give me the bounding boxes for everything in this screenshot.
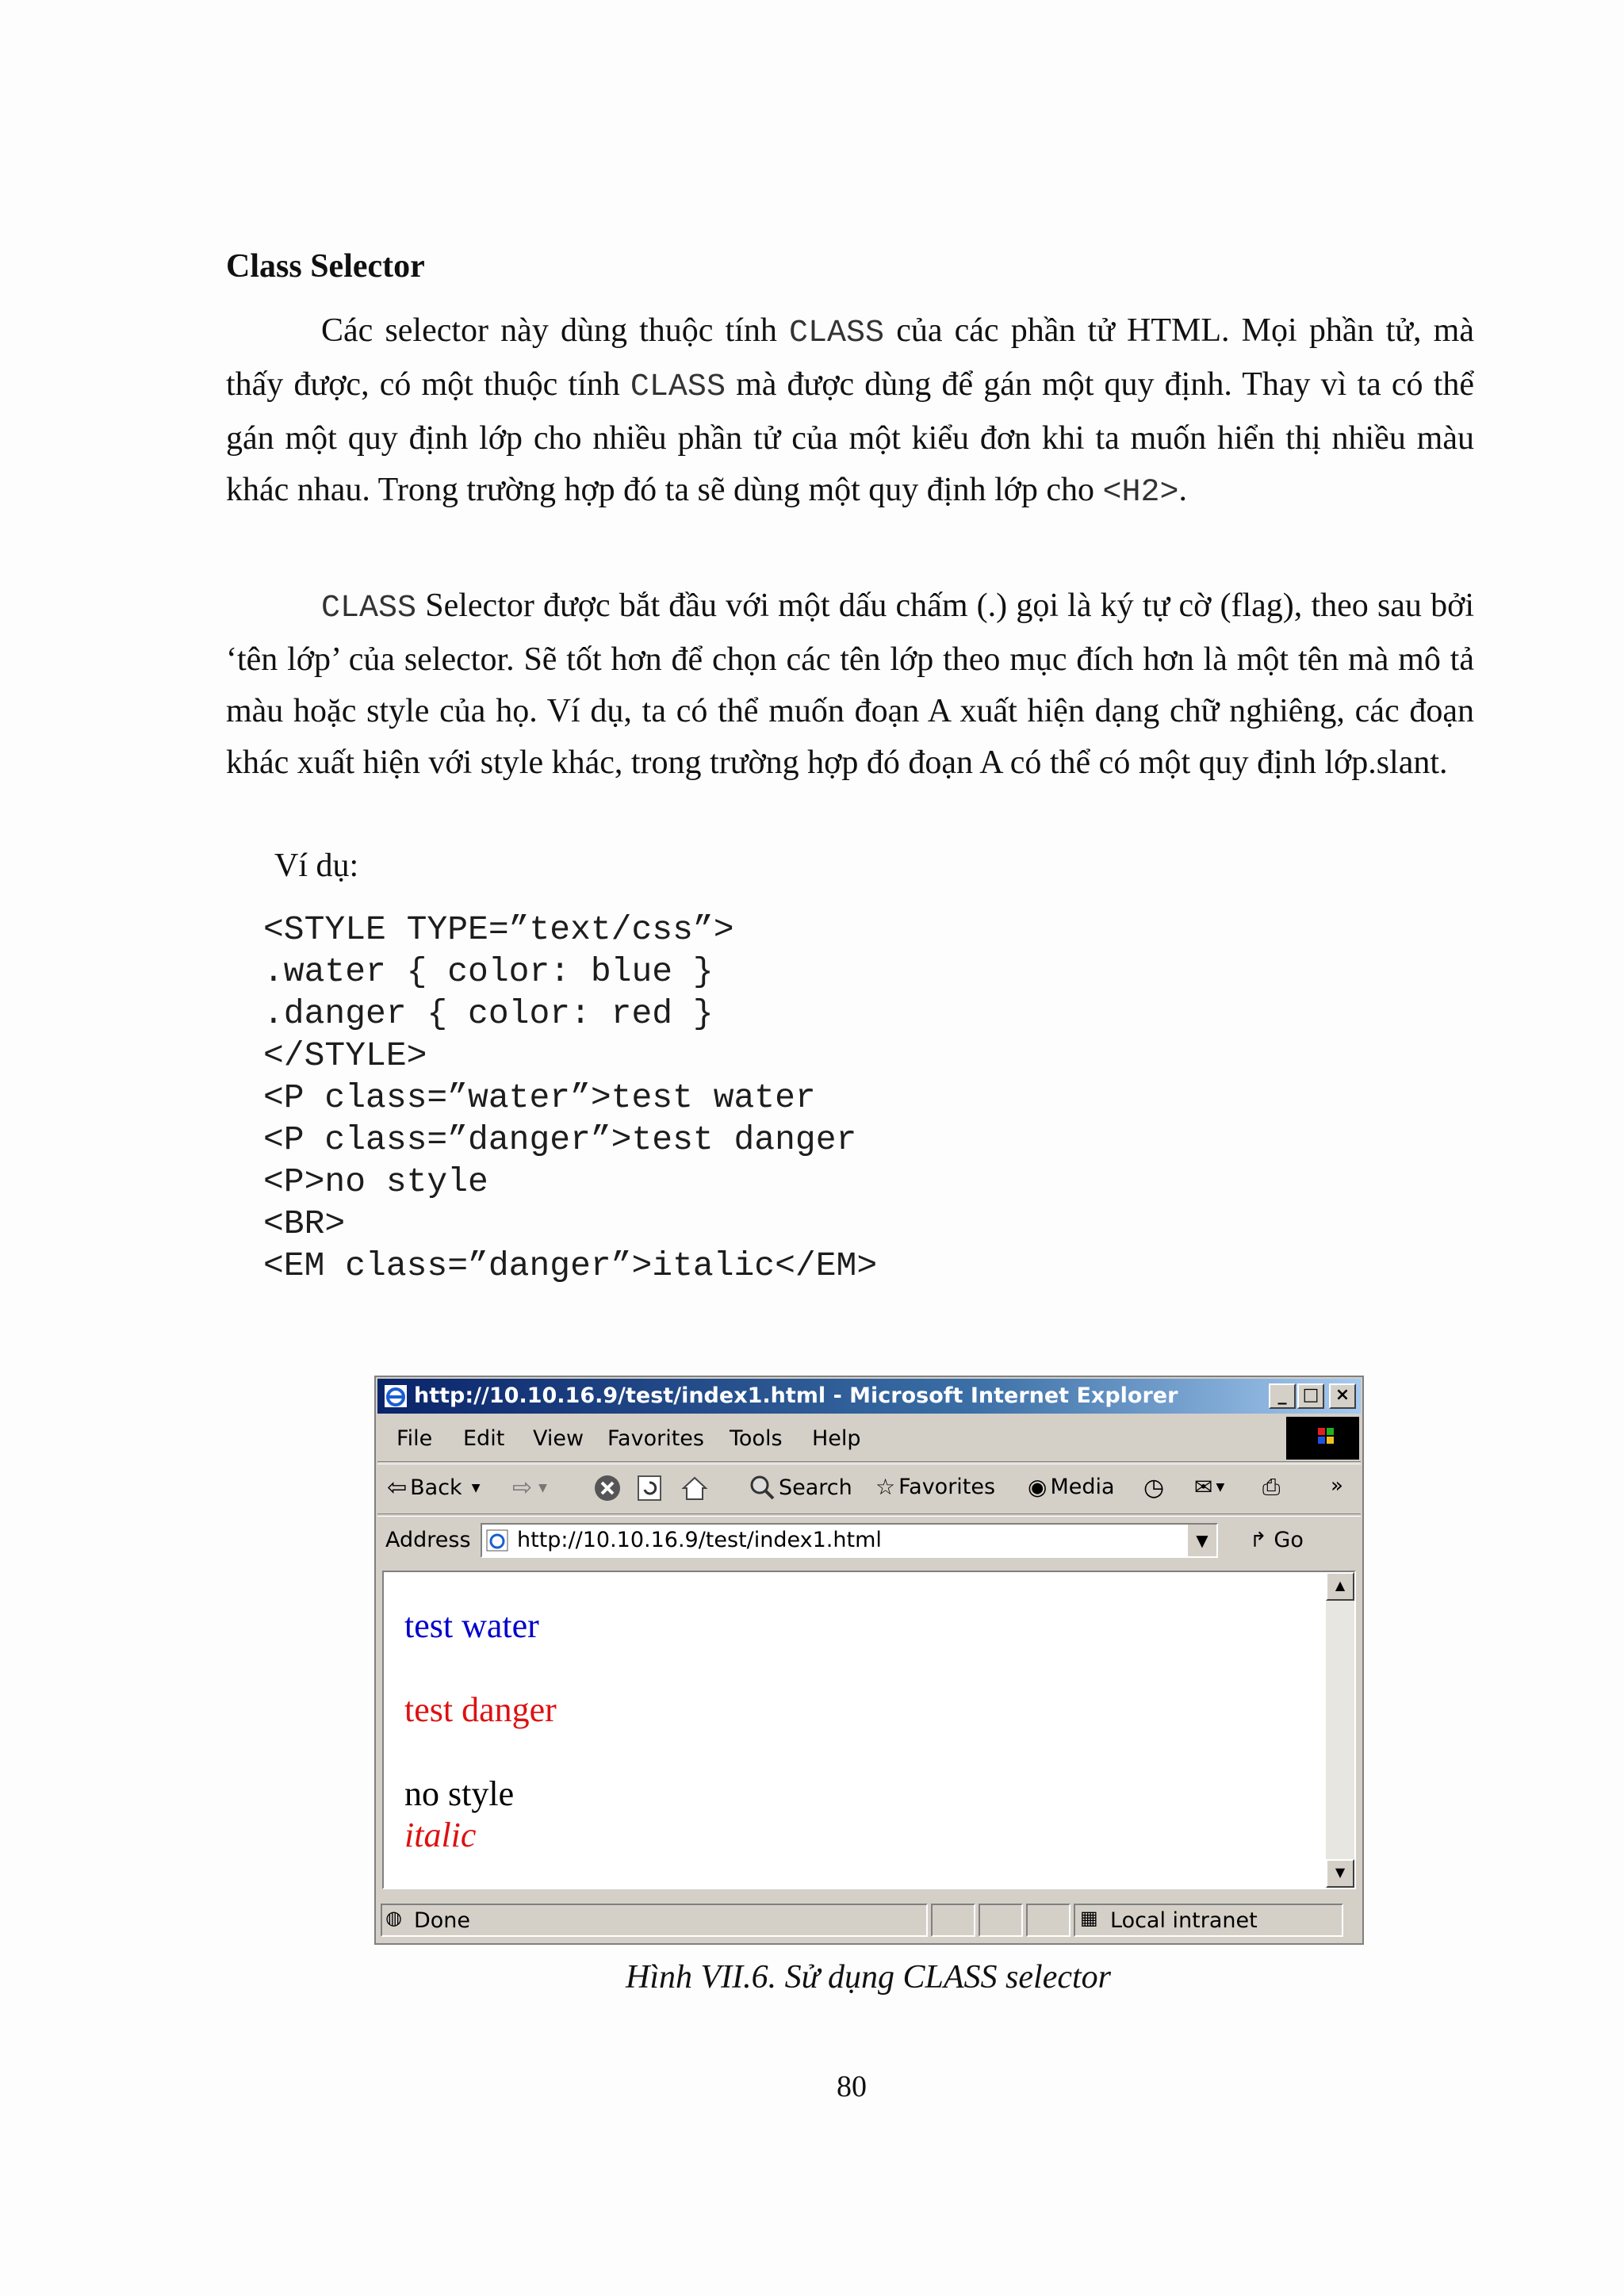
forward-button[interactable] — [512, 1474, 547, 1502]
code-line: <P class=”water”>test water — [263, 1078, 816, 1117]
toolbar — [377, 1464, 1361, 1513]
home-icon — [680, 1474, 709, 1502]
address-dropdown-button[interactable] — [1186, 1525, 1216, 1556]
address-input[interactable] — [481, 1523, 1218, 1558]
paragraph-1: Các selector này dùng thuộc tính CLASS của các phần tử HTML. Mọi phần tử, mà thấy được, có một thuộc tính CLASS mà được dùng để gán một quy định. Thay vì ta có thể gán một quy định lớp cho nhiều phần tử của một kiểu đơn khi ta muốn hiển thị nhiều màu khác nhau. Trong trường hợp đó ta sẽ dùng một quy định lớp cho <H2>. — [226, 312, 1474, 511]
status-cell — [979, 1904, 1023, 1937]
menu-help[interactable]: Help — [812, 1426, 861, 1451]
mail-icon: ✉ — [1194, 1474, 1213, 1500]
address-bar — [377, 1517, 1361, 1564]
menu-view[interactable]: View — [533, 1426, 584, 1451]
figure-caption: Hình VII.6. Sử dụng CLASS selector — [625, 1959, 1111, 1996]
address-label: Address — [385, 1528, 471, 1552]
chevron-down-icon: ▼ — [471, 1481, 481, 1494]
status-text-cell — [381, 1904, 928, 1937]
page-number: 80 — [837, 2070, 867, 2103]
page-icon: ◍ — [385, 1907, 402, 1929]
status-cell — [1026, 1904, 1071, 1937]
text-italic: italic — [404, 1816, 477, 1854]
chevron-down-icon: ▼ — [1216, 1480, 1225, 1494]
paragraph-2: CLASS Selector được bắt đầu với một dấu chấm (.) gọi là ký tự cờ (flag), theo sau bởi ‘tên lớp’ của selector. Sẽ tốt hơn để chọn các tên lớp theo mục đích hơn là một tên mà mô tả màu hoặc style của họ. Ví dụ, ta có thể muốn đoạn A xuất hiện dạng chữ nghiêng, các đoạn khác xuất hiện với style khác, trong trường hợp đó đoạn A có thể có một quy định lớp.slant. — [226, 587, 1474, 781]
status-bar — [377, 1899, 1361, 1942]
code-line: .danger { color: red } — [263, 994, 714, 1033]
close-button[interactable]: × — [1329, 1383, 1356, 1409]
mail-button[interactable] — [1194, 1474, 1224, 1500]
back-arrow-icon: ⇦ — [387, 1474, 408, 1502]
code-line: <STYLE TYPE=”text/css”> — [263, 910, 734, 949]
media-button[interactable]: ◉ Media — [1028, 1474, 1115, 1500]
intranet-icon: ▦ — [1080, 1907, 1098, 1929]
home-button[interactable] — [680, 1474, 709, 1502]
code-line: <P class=”danger”>test danger — [263, 1120, 857, 1159]
page-content — [382, 1571, 1356, 1889]
chevrons-right-icon: » — [1331, 1474, 1343, 1498]
menu-favorites[interactable]: Favorites — [607, 1426, 704, 1451]
go-button[interactable]: ↱ Go — [1250, 1528, 1304, 1552]
back-button[interactable]: ⇦ Back ▼ — [387, 1474, 481, 1502]
minimize-button[interactable]: _ — [1269, 1383, 1296, 1409]
stop-button[interactable] — [593, 1474, 622, 1502]
text-no-style: no style — [404, 1774, 515, 1813]
example-label: Ví dụ: — [274, 848, 359, 884]
more-tools-button[interactable] — [1331, 1474, 1343, 1498]
search-icon — [749, 1474, 776, 1501]
history-icon: ◷ — [1143, 1474, 1165, 1502]
arrow-down-icon: ▼ — [1335, 1865, 1346, 1880]
go-arrow-icon: ↱ — [1250, 1529, 1267, 1552]
vertical-scrollbar[interactable] — [1326, 1572, 1354, 1888]
title-bar — [377, 1379, 1361, 1414]
stop-icon — [593, 1474, 622, 1502]
refresh-icon — [636, 1474, 663, 1502]
maximize-button[interactable]: □ — [1297, 1383, 1324, 1409]
code-line: </STYLE> — [263, 1036, 427, 1075]
page-icon — [485, 1529, 509, 1552]
history-button[interactable] — [1143, 1474, 1164, 1502]
code-line: <EM class=”danger”>italic</EM> — [263, 1246, 878, 1285]
code-line: <BR> — [263, 1204, 346, 1243]
print-icon: ⎙ — [1262, 1474, 1281, 1500]
code-line: .water { color: blue } — [263, 952, 714, 991]
favorites-button[interactable]: ☆ Favorites — [875, 1474, 996, 1500]
chevron-down-icon: ▼ — [538, 1481, 547, 1494]
code-example — [263, 909, 877, 1287]
status-text: Done — [414, 1908, 471, 1933]
forward-arrow-icon: ⇨ — [512, 1474, 533, 1502]
code-line: <P>no style — [263, 1162, 488, 1201]
zone-cell — [1074, 1904, 1343, 1937]
ie-icon — [384, 1384, 408, 1408]
menu-edit[interactable]: Edit — [463, 1426, 505, 1451]
window-title: http://10.10.16.9/test/index1.html - Microsoft Internet Explorer — [414, 1383, 1178, 1408]
print-button[interactable] — [1262, 1474, 1280, 1501]
chevron-down-icon: ▼ — [1196, 1531, 1208, 1550]
search-button[interactable]: Search — [749, 1474, 852, 1501]
arrow-up-icon: ▲ — [1335, 1578, 1346, 1593]
zone-text: Local intranet — [1110, 1908, 1258, 1933]
status-cell — [931, 1904, 975, 1937]
menu-bar — [377, 1415, 1361, 1461]
favorites-icon: ☆ — [875, 1474, 896, 1500]
media-icon: ◉ — [1028, 1474, 1048, 1500]
scroll-up-button[interactable] — [1326, 1572, 1354, 1601]
menu-file[interactable]: File — [396, 1426, 433, 1451]
section-heading: Class Selector — [226, 248, 425, 285]
address-url: http://10.10.16.9/test/index1.html — [517, 1528, 882, 1552]
menu-tools[interactable]: Tools — [730, 1426, 783, 1451]
text-water: test water — [404, 1606, 539, 1645]
text-danger: test danger — [404, 1690, 557, 1729]
windows-logo-icon — [1286, 1417, 1359, 1460]
scroll-down-button[interactable] — [1326, 1859, 1354, 1888]
browser-window — [374, 1376, 1364, 1945]
refresh-button[interactable] — [636, 1474, 663, 1502]
